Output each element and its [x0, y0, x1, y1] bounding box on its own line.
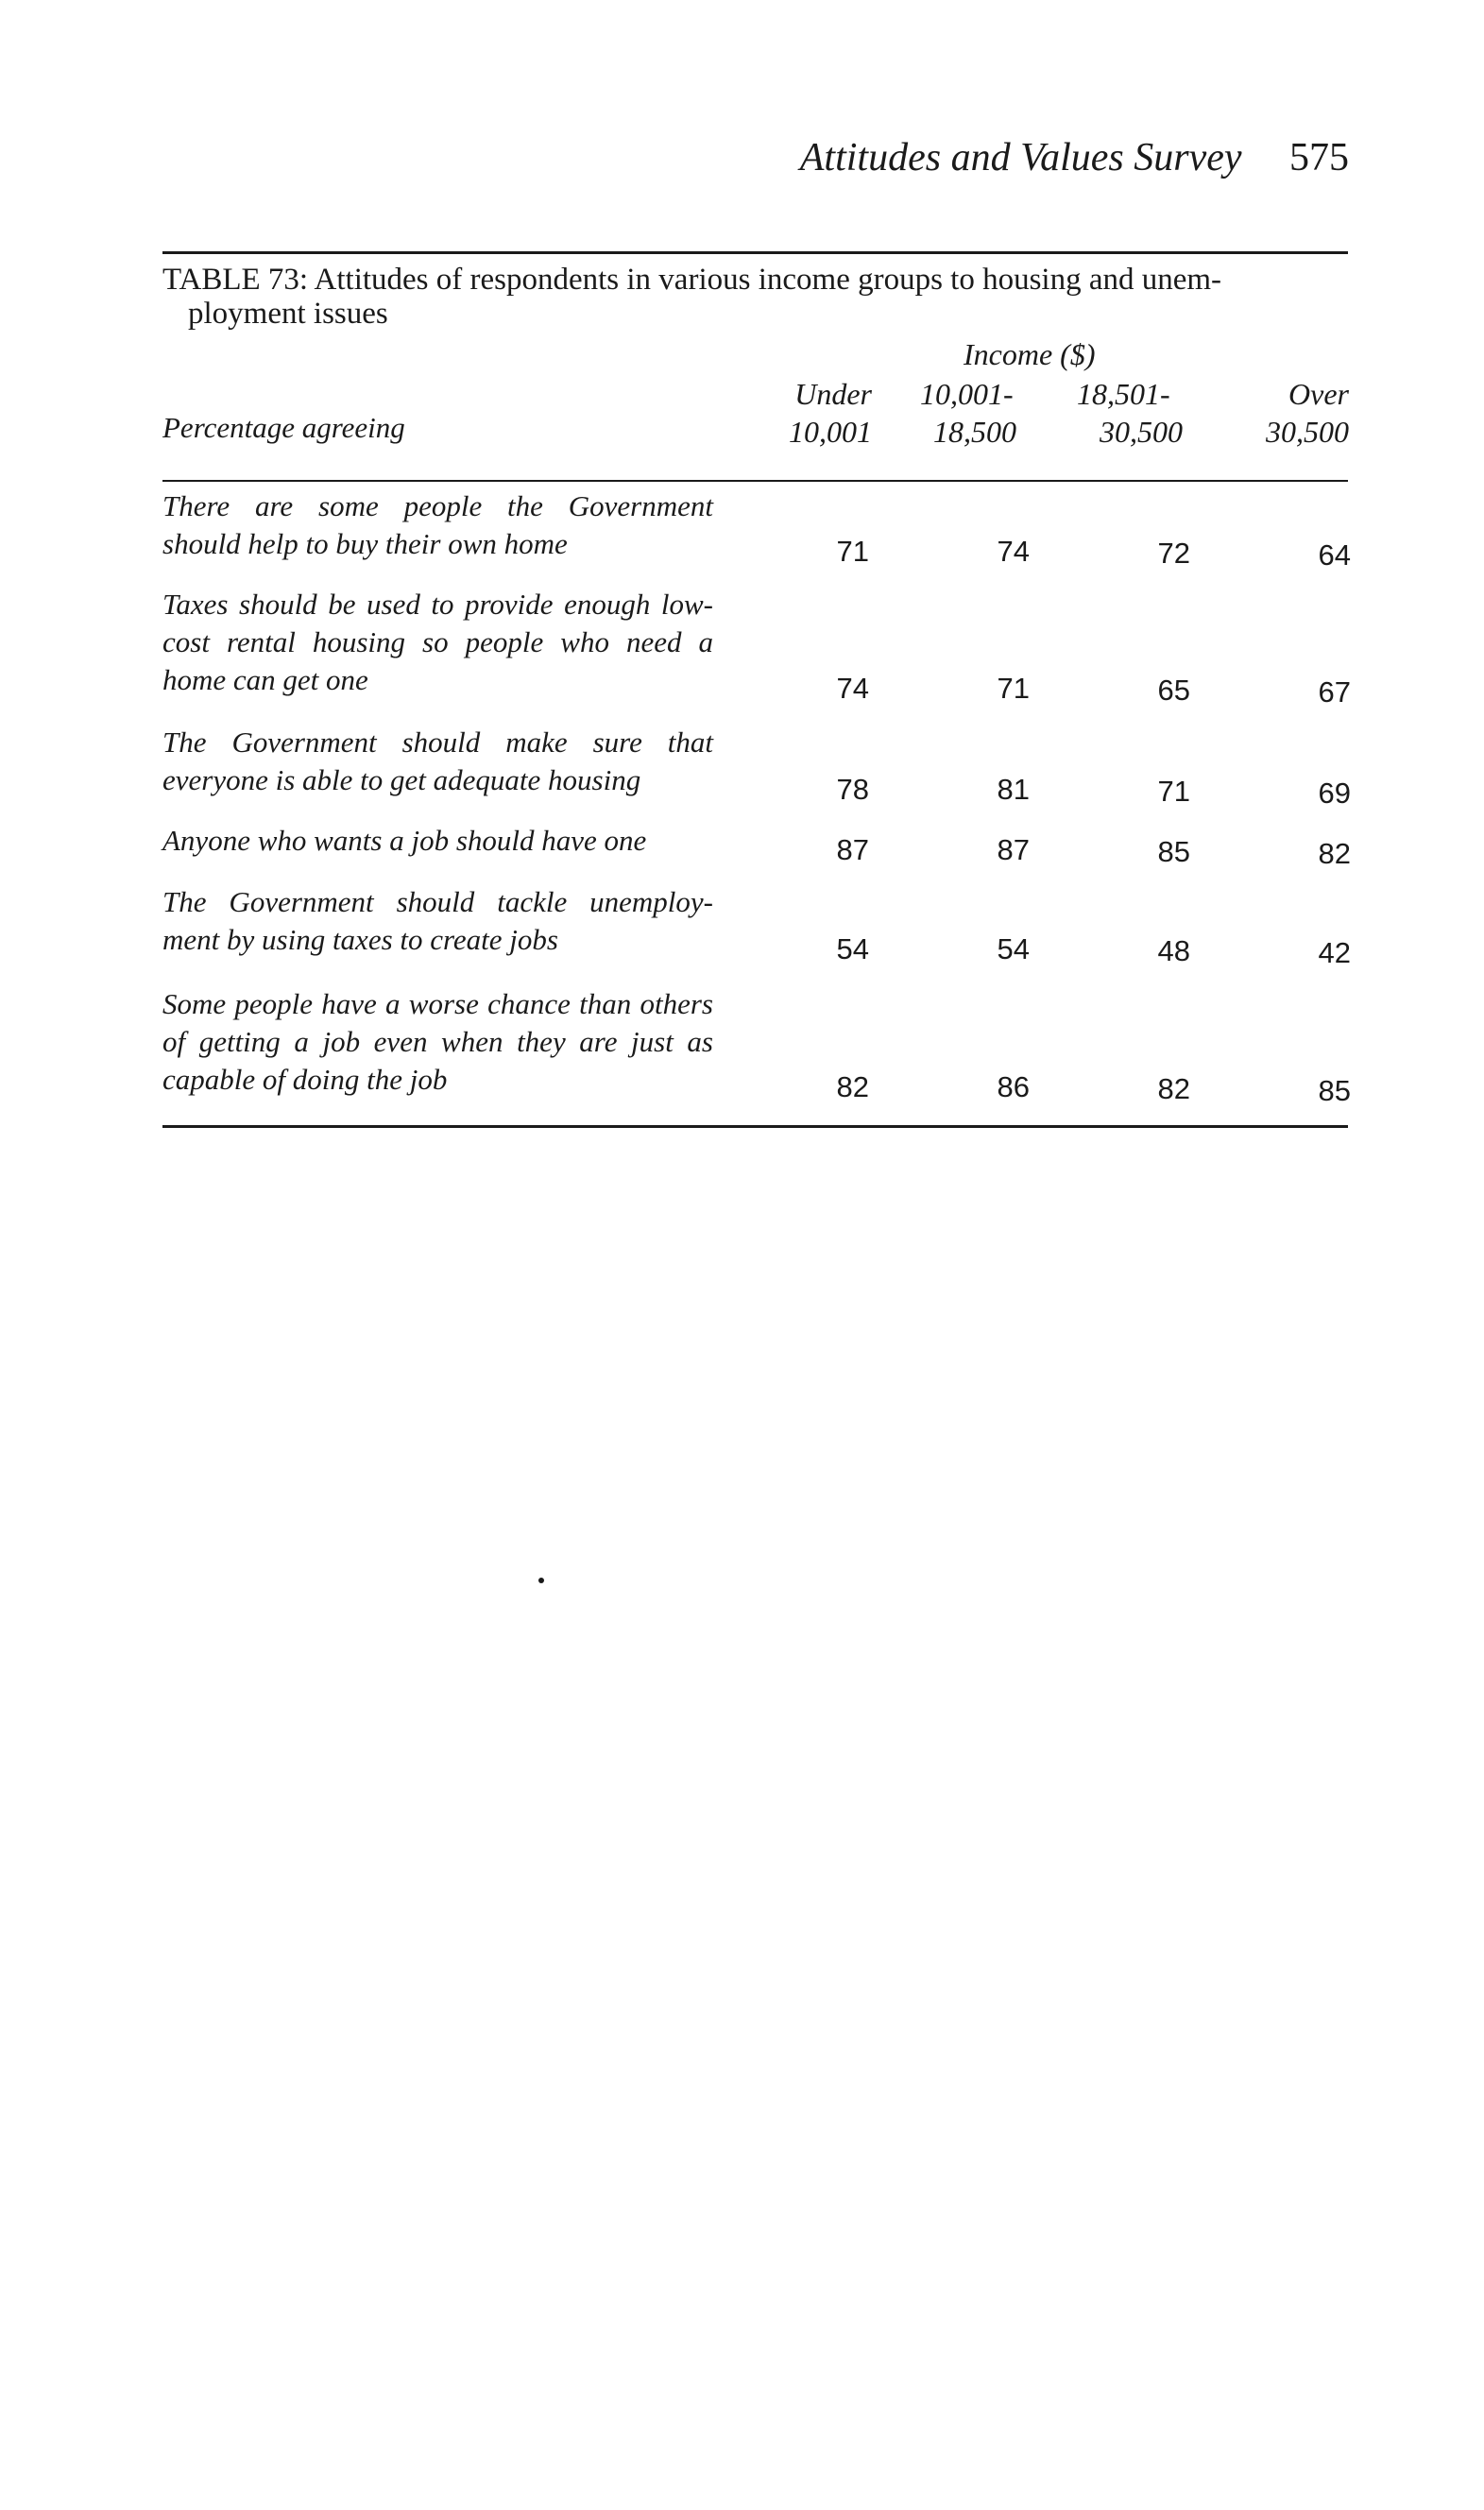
table-bottom-rule [162, 1125, 1348, 1128]
stub-header: Percentage agreeing [162, 411, 405, 444]
row-label-line: home can get one [162, 663, 368, 696]
income-spanner-header: Income ($) [964, 337, 1096, 371]
row-label-line: cost rental housing so people who need a [162, 625, 713, 658]
row-label-line: of getting a job even when they are just as [162, 1025, 713, 1058]
table-caption-line: TABLE 73: Attitudes of respondents in various income groups to housing and unem- [162, 263, 1222, 297]
column-header-line: 10,001- [920, 377, 1014, 411]
row-label-line: everyone is able to get adequate housing [162, 763, 641, 796]
table-cell: 65 [1157, 674, 1190, 707]
table-row-label [162, 822, 713, 860]
row-label-line: should help to buy their own home [162, 527, 568, 560]
table-cell: 85 [1157, 835, 1190, 868]
table-row-label [162, 487, 713, 563]
table-cell: 67 [1318, 675, 1351, 709]
column-header-10001-18500 [920, 375, 1016, 451]
table-cell: 82 [1318, 837, 1351, 870]
table-cell: 48 [1157, 934, 1190, 967]
row-label-line: ment by using taxes to create jobs [162, 923, 558, 956]
table-row-label [162, 985, 713, 1099]
page-number: 575 [1289, 136, 1349, 179]
table-cell: 86 [997, 1070, 1030, 1103]
table-caption [162, 263, 1348, 331]
row-label-line: Some people have a worse chance than others [162, 987, 713, 1020]
table-row-label [162, 724, 713, 799]
table-caption-line: ployment issues [188, 297, 388, 331]
table-cell: 71 [997, 672, 1030, 705]
column-header-line: Under [794, 377, 872, 411]
table-cell: 74 [997, 535, 1030, 568]
column-header-line: 30,500 [1100, 415, 1183, 449]
table-cell: 87 [997, 833, 1030, 866]
column-header-line: 30,500 [1266, 415, 1349, 449]
column-header-18501-30500 [1077, 375, 1183, 451]
table-cell: 82 [836, 1070, 869, 1103]
table-top-rule [162, 251, 1348, 254]
table-cell: 54 [836, 932, 869, 965]
table-cell: 71 [1157, 775, 1190, 808]
column-header-line: 10,001 [789, 415, 872, 449]
row-label-line: The Government should tackle unemploy- [162, 885, 713, 918]
table-cell: 42 [1318, 936, 1351, 969]
table-cell: 82 [1157, 1072, 1190, 1105]
table-cell: 85 [1318, 1074, 1351, 1107]
running-head-title: Attitudes and Values Survey [799, 136, 1242, 179]
running-head [800, 138, 1349, 178]
column-header-line: 18,500 [933, 415, 1016, 449]
column-header-line: Over [1288, 377, 1349, 411]
table-cell: 74 [836, 672, 869, 705]
row-label-line: Anyone who wants a job should have one [162, 824, 647, 857]
table-cell: 87 [836, 833, 869, 866]
table-cell: 71 [836, 535, 869, 568]
table-row-label [162, 586, 713, 699]
column-header-line: 18,501- [1077, 377, 1170, 411]
ink-speck [538, 1578, 544, 1583]
table-cell: 64 [1318, 538, 1351, 572]
row-label-line: The Government should make sure that [162, 726, 713, 759]
table-header-rule [162, 480, 1348, 482]
table-cell: 72 [1157, 537, 1190, 570]
table-cell: 54 [997, 932, 1030, 965]
table-cell: 69 [1318, 777, 1351, 810]
row-label-line: There are some people the Government [162, 489, 713, 522]
row-label-line: Taxes should be used to provide enough low- [162, 588, 713, 621]
row-label-line: capable of doing the job [162, 1063, 448, 1096]
column-header-over-30500 [1266, 375, 1349, 451]
table-cell: 81 [997, 773, 1030, 806]
column-header-under-10001 [789, 375, 872, 451]
table-row-label [162, 883, 713, 959]
table-cell: 78 [836, 773, 869, 806]
